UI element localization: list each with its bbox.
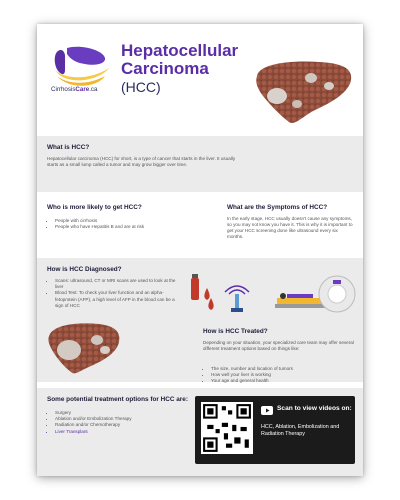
list-item: • Blood Test: To check your liver function and an alpha-fetoprotein (AFP), a high level of AFP in the blood can be a sign of HCC [55,290,183,309]
list-item: • People with cirrhosis [55,218,205,224]
list-item: • Your age and general health [211,378,363,384]
section-heading-options: Some potential treatment options for HCC are: [47,396,188,403]
video-topics: HCC, Ablation, Embolization and Radiation Therapy [261,424,340,437]
page-subtitle: (HCC) [121,79,161,95]
list-item: • Surgery [55,410,195,416]
treated-list [203,366,363,385]
video-qr-box [195,396,355,464]
list-item: • People who have Hepatitis B and are at risk [55,224,205,230]
list-item: • How well your liver is working [211,372,363,378]
header [37,24,363,110]
who-list [47,218,205,230]
section-heading: What is HCC? [47,144,90,151]
list-item: • Scans: ultrasound, CT or MRI scans are used to look at the liver [55,278,183,290]
qr-code-icon[interactable] [201,402,253,454]
section-heading-symptoms: What are the Symptoms of HCC? [227,204,328,211]
list-item: • Radiation and/or Chemotherapy [55,422,195,428]
section-heading-diagnosed: How is HCC Diagnosed? [47,266,122,273]
diagnostic-equipment-illustration-icon [187,272,359,316]
section-heading-treated: How is HCC Treated? [203,328,268,335]
list-item: • Liver Transplant [55,429,195,435]
info-sheet [37,24,363,476]
scan-label: Scan to view videos on: [277,405,352,412]
list-item: • Ablation and/or Embolization Therapy [55,416,195,422]
list-item: • The size, number and location of tumors [211,366,363,372]
liver-illustration-icon [249,56,357,130]
youtube-icon [261,406,273,415]
symptoms-text: In the early stage, HCC usually doesn't cause any symptoms, so you may not know you have it. This is why it is important to get your HCC screening done like ultrasound every six months. [227,216,353,239]
options-list [47,410,195,435]
section-what-is-hcc [37,136,363,192]
section-who-symptoms [37,192,363,258]
treated-text: Depending on your situation, your specialized care team may offer several different treatment options based on things like: [203,340,354,351]
section-diagnosed-treated [37,258,363,382]
page-title: Hepatocellular Carcinoma [121,41,239,78]
diagnosed-list [47,278,183,309]
brand-name: CirrhosisCare.ca [51,86,98,93]
liver-tumor-illustration-icon [45,320,123,378]
section-text: Hepatocellular carcinoma (HCC) for short, is a type of cancer that starts in the liver. It usually starts as a small lump called a tumor and may grow bigger over time. [47,156,236,167]
section-heading-who: Who is more likely to get HCC? [47,204,142,211]
brand-logo-icon [51,46,113,90]
